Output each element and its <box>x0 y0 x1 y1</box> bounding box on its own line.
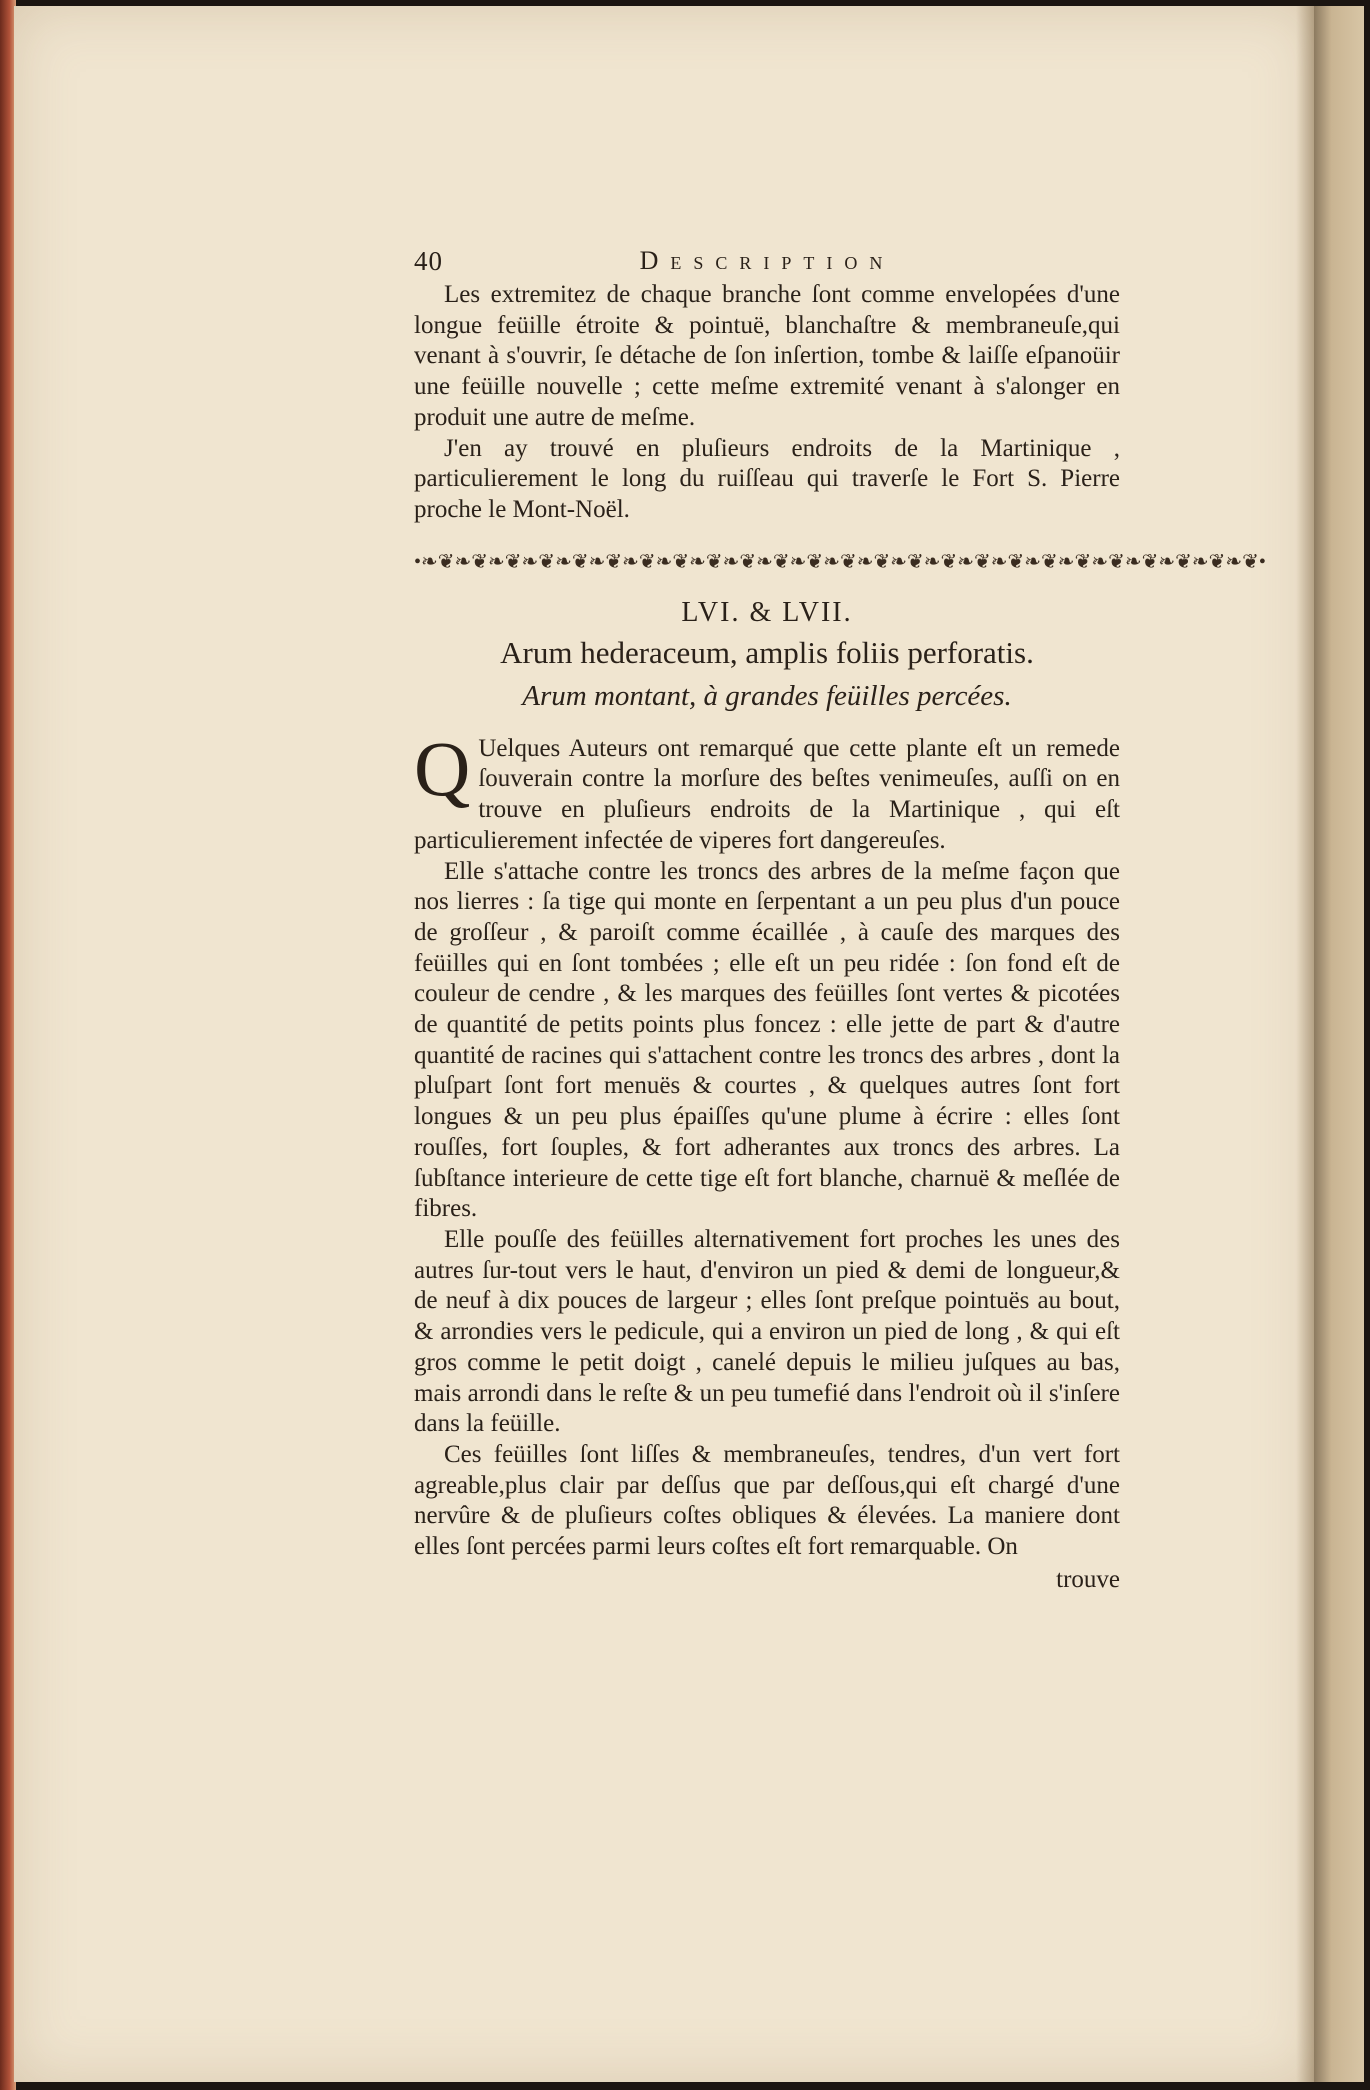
latin-title: Arum hederaceum, amplis foliis perforatis. <box>500 635 1034 671</box>
first-paragraph-text: Uelques Auteurs ont remarqué que cette plante eſt un remede ſouverain contre la morſure des beſtes venimeuſes, auſſi on en trouve en pluſieurs endroits de la Martinique , qui eſt particulierement infectée de viperes fort dangereuſes. <box>414 734 1120 854</box>
drop-cap: Q <box>414 724 471 812</box>
page-header <box>414 246 1120 280</box>
catchword: trouve <box>1056 1565 1120 1593</box>
running-head: Description <box>639 246 895 275</box>
intro-paragraph: Les extremitez de chaque branche ſont comme envelopées d'une longue feüille étroite & pointuë, blanchaſtre & membraneuſe,qui venant à s'ouvrir, ſe détache de ſon inſertion, tombe & laiſſe eſpanoüir une feüille nouvelle ; cette meſme extremité venant à s'alonger en produit une autre de meſme. <box>414 281 1120 431</box>
french-title: Arum montant, à grandes feüilles percées. <box>522 680 1012 713</box>
text-block <box>414 246 1266 1595</box>
first-paragraph <box>414 724 1120 857</box>
page-number: 40 <box>414 246 443 276</box>
body-paragraph: Elle s'attache contre les troncs des arbres de la meſme façon que nos lierres : ſa tige qui monte en ſerpentant a un peu plus d'un pouce de groſſeur , & paroiſt comme écaillée , à cauſe des marques des feüilles qui en ſont tombées ; elle eſt un peu ridée : ſon fond eſt de couleur de cendre , & les marques des feüilles ſont vertes & picotées de quantité de petits points plus foncez : elle jette de part & d'autre quantité de racines qui s'attachent contre les troncs des arbres , dont la pluſpart ſont fort menuës & courtes , & quelques autres ſont fort longues & un peu plus épaiſſes qu'une plume à écrire : elles ſont rouſſes, fort ſouples, & fort adherantes aux troncs des arbres. La ſubſtance interieure de cette tige eſt fort blanche, charnuë & meſlée de fibres. <box>414 857 1120 1223</box>
ornamental-divider: •❧❦❧❦❧❦❧❦❧❦❧❦❧❦❧❦❧❦❧❦❧❦❧❦❧❦❧❦❧❦❧❦❧❦❧❦❧❦❧❦❧❦❧❦❧❦❧❦❧❦• <box>414 550 1266 573</box>
body-paragraph: Elle pouſſe des feüilles alternativement fort proches les unes des autres ſur-tout vers le haut, d'environ un pied & demi de longueur,& de neuf à dix pouces de largeur ; elles ſont preſque pointuës au bout, & arrondies vers le pedicule, qui a environ un pied de long , & qui eſt gros comme le petit doigt , canelé depuis le milieu juſques au bas, mais arrondi dans le reſte & un peu tumefié dans l'endroit où il s'inſere dans la feüille. <box>414 1225 1120 1438</box>
adjacent-page-edge <box>1314 6 1364 2082</box>
section-number: LVI. & LVII. <box>681 596 853 628</box>
body-paragraph: Ces feüilles ſont liſſes & membraneuſes, tendres, d'un vert fort agreable,plus clair par deſſus que par deſſous,qui eſt chargé d'une nervûre & de pluſieurs coſtes obliques & élevées. La maniere dont elles ſont percées parmi leurs coſtes eſt fort remarquable. On <box>414 1440 1120 1561</box>
intro-paragraph: J'en ay trouvé en pluſieurs endroits de la Martinique , particulierement le long du ruiſſeau qui traverſe le Fort S. Pierre proche le Mont-Noël. <box>414 434 1120 523</box>
